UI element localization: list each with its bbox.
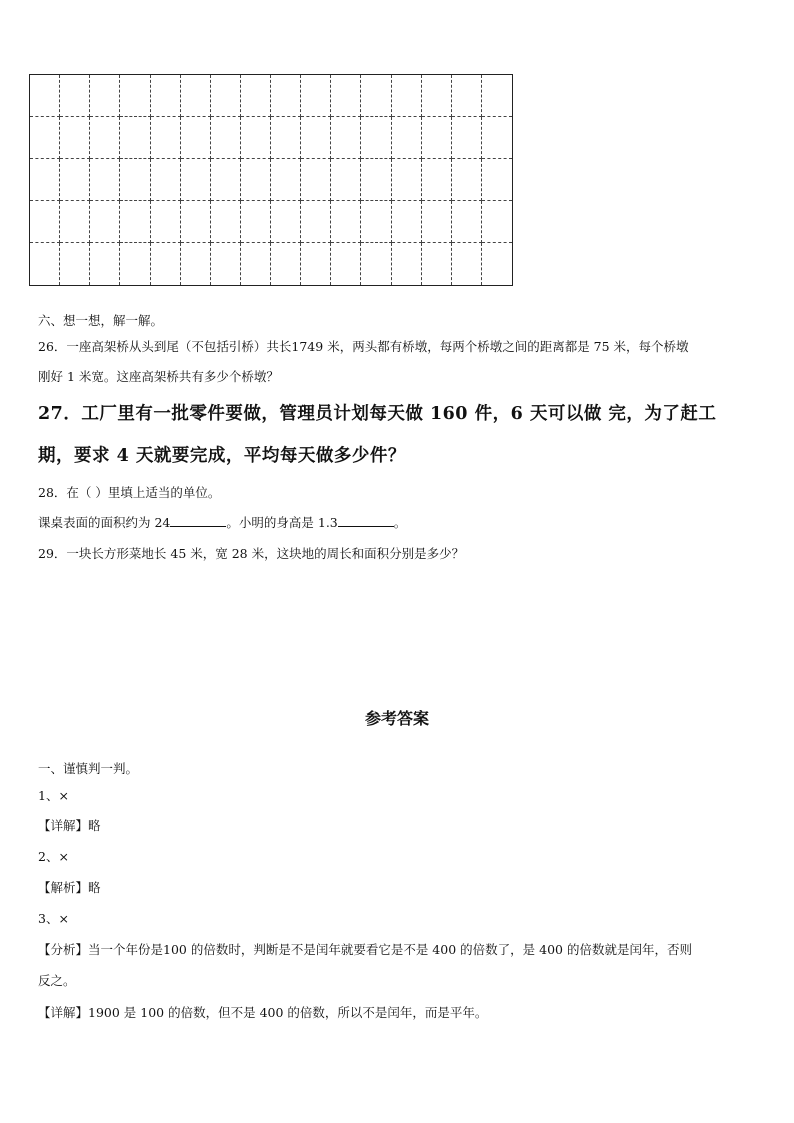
grid-cell[interactable] [120, 201, 150, 243]
grid-cell[interactable] [90, 75, 120, 117]
answer-3: 3、× [38, 911, 69, 926]
grid-cell[interactable] [301, 117, 331, 159]
grid-cell[interactable] [181, 243, 211, 285]
grid-cell[interactable] [452, 159, 482, 201]
grid-cell[interactable] [151, 117, 181, 159]
grid-cell[interactable] [30, 75, 60, 117]
answers-section1-heading: 一、谨慎判一判。 [38, 761, 139, 776]
grid-cell[interactable] [482, 201, 512, 243]
grid-cell[interactable] [392, 117, 422, 159]
section-six-heading: 六、想一想，解一解。 [38, 313, 164, 328]
grid-cell[interactable] [452, 243, 482, 285]
grid-cell[interactable] [90, 117, 120, 159]
grid-cell[interactable] [30, 201, 60, 243]
grid-cell[interactable] [241, 201, 271, 243]
grid-cell[interactable] [452, 117, 482, 159]
grid-cell[interactable] [60, 117, 90, 159]
answer-3-detail: 【详解】1900 是 100 的倍数，但不是 400 的倍数，所以不是闰年，而是平年。 [38, 1005, 488, 1020]
grid-cell[interactable] [120, 117, 150, 159]
question-28-line2 [38, 513, 406, 531]
grid-cell[interactable] [211, 243, 241, 285]
grid-cell[interactable] [30, 117, 60, 159]
grid-cell[interactable] [241, 243, 271, 285]
grid-cell[interactable] [60, 159, 90, 201]
grid-cell[interactable] [392, 201, 422, 243]
grid-cell[interactable] [301, 75, 331, 117]
grid-cell[interactable] [30, 159, 60, 201]
answer-3-analysis-line1: 【分析】当一个年份是100 的倍数时，判断是不是闰年就要看它是不是 400 的倍数了，是 400 的倍数就是闰年，否则 [38, 942, 692, 957]
grid-cell[interactable] [241, 159, 271, 201]
answer-1-detail: 【详解】略 [38, 818, 101, 833]
grid-cell[interactable] [211, 117, 241, 159]
grid-cell[interactable] [422, 201, 452, 243]
grid-cell[interactable] [181, 159, 211, 201]
grid-cell[interactable] [211, 75, 241, 117]
grid-cell[interactable] [241, 75, 271, 117]
grid-cell[interactable] [241, 117, 271, 159]
grid-cell[interactable] [30, 243, 60, 285]
grid-cell[interactable] [181, 75, 211, 117]
grid-cell[interactable] [271, 117, 301, 159]
grid-cell[interactable] [361, 201, 391, 243]
grid-cell[interactable] [120, 75, 150, 117]
grid-cell[interactable] [151, 201, 181, 243]
question-28-part1: 课桌表面的面积约为 24 [38, 515, 171, 530]
grid-cell[interactable] [120, 243, 150, 285]
grid-cell[interactable] [331, 75, 361, 117]
grid-cell[interactable] [301, 243, 331, 285]
grid-cell[interactable] [301, 159, 331, 201]
grid-cell[interactable] [361, 159, 391, 201]
grid-cell[interactable] [331, 243, 361, 285]
grid-cell[interactable] [271, 243, 301, 285]
grid-cell[interactable] [452, 75, 482, 117]
grid-cell[interactable] [361, 75, 391, 117]
question-27-line2: 期，要求 4 天就要完成，平均每天做多少件？ [38, 446, 406, 466]
grid-cell[interactable] [60, 75, 90, 117]
grid-cell[interactable] [151, 75, 181, 117]
grid-cell[interactable] [361, 117, 391, 159]
grid-cell[interactable] [331, 201, 361, 243]
grid-cell[interactable] [211, 159, 241, 201]
grid-cell[interactable] [422, 159, 452, 201]
answer-blank-1[interactable] [170, 514, 226, 527]
grid-cell[interactable] [482, 117, 512, 159]
grid-cell[interactable] [90, 201, 120, 243]
grid-cell[interactable] [422, 117, 452, 159]
grid-cell[interactable] [482, 75, 512, 117]
grid-cell[interactable] [452, 201, 482, 243]
grid-cell[interactable] [392, 159, 422, 201]
answer-1: 1、× [38, 788, 69, 803]
grid-cell[interactable] [422, 243, 452, 285]
grid-cell[interactable] [60, 201, 90, 243]
grid-cell[interactable] [331, 159, 361, 201]
grid-cell[interactable] [120, 159, 150, 201]
grid-cell[interactable] [361, 243, 391, 285]
answer-blank-2[interactable] [338, 514, 394, 527]
grid-cell[interactable] [181, 117, 211, 159]
grid-cell[interactable] [151, 159, 181, 201]
grid-cell[interactable] [301, 201, 331, 243]
question-28-line1: 28．在（ ）里填上适当的单位。 [38, 485, 221, 500]
answer-3-analysis-line2: 反之。 [38, 973, 76, 988]
grid-cell[interactable] [211, 201, 241, 243]
question-27-line1: 27．工厂里有一批零件要做，管理员计划每天做 160 件，6 天可以做 完，为了赶工 [38, 404, 717, 424]
grid-cell[interactable] [482, 243, 512, 285]
grid-cell[interactable] [392, 243, 422, 285]
grid-cell[interactable] [90, 159, 120, 201]
grid-cell[interactable] [60, 243, 90, 285]
question-28-part3: 。 [393, 515, 407, 530]
grid-cell[interactable] [271, 201, 301, 243]
answers-title: 参考答案 [364, 709, 429, 728]
grid-cell[interactable] [181, 201, 211, 243]
grid-cell[interactable] [482, 159, 512, 201]
answer-2-detail: 【解析】略 [38, 880, 101, 895]
grid-cell[interactable] [271, 75, 301, 117]
answer-2: 2、× [38, 849, 69, 864]
grid-cell[interactable] [90, 243, 120, 285]
writing-grid [29, 74, 513, 286]
grid-cell[interactable] [422, 75, 452, 117]
grid-cell[interactable] [392, 75, 422, 117]
question-28-part2: 。小明的身高是 1.3 [226, 515, 338, 530]
question-29: 29．一块长方形菜地长 45 米，宽 28 米，这块地的周长和面积分别是多少？ [38, 546, 465, 561]
grid-cell[interactable] [271, 159, 301, 201]
question-26-line1: 26．一座高架桥从头到尾（不包括引桥）共长1749 米，两头都有桥墩，每两个桥墩之间的距离都是 75 米，每个桥墩 [38, 339, 689, 354]
grid-cell[interactable] [331, 117, 361, 159]
question-26-line2: 刚好 1 米宽。这座高架桥共有多少个桥墩？ [38, 369, 279, 384]
grid-cell[interactable] [151, 243, 181, 285]
